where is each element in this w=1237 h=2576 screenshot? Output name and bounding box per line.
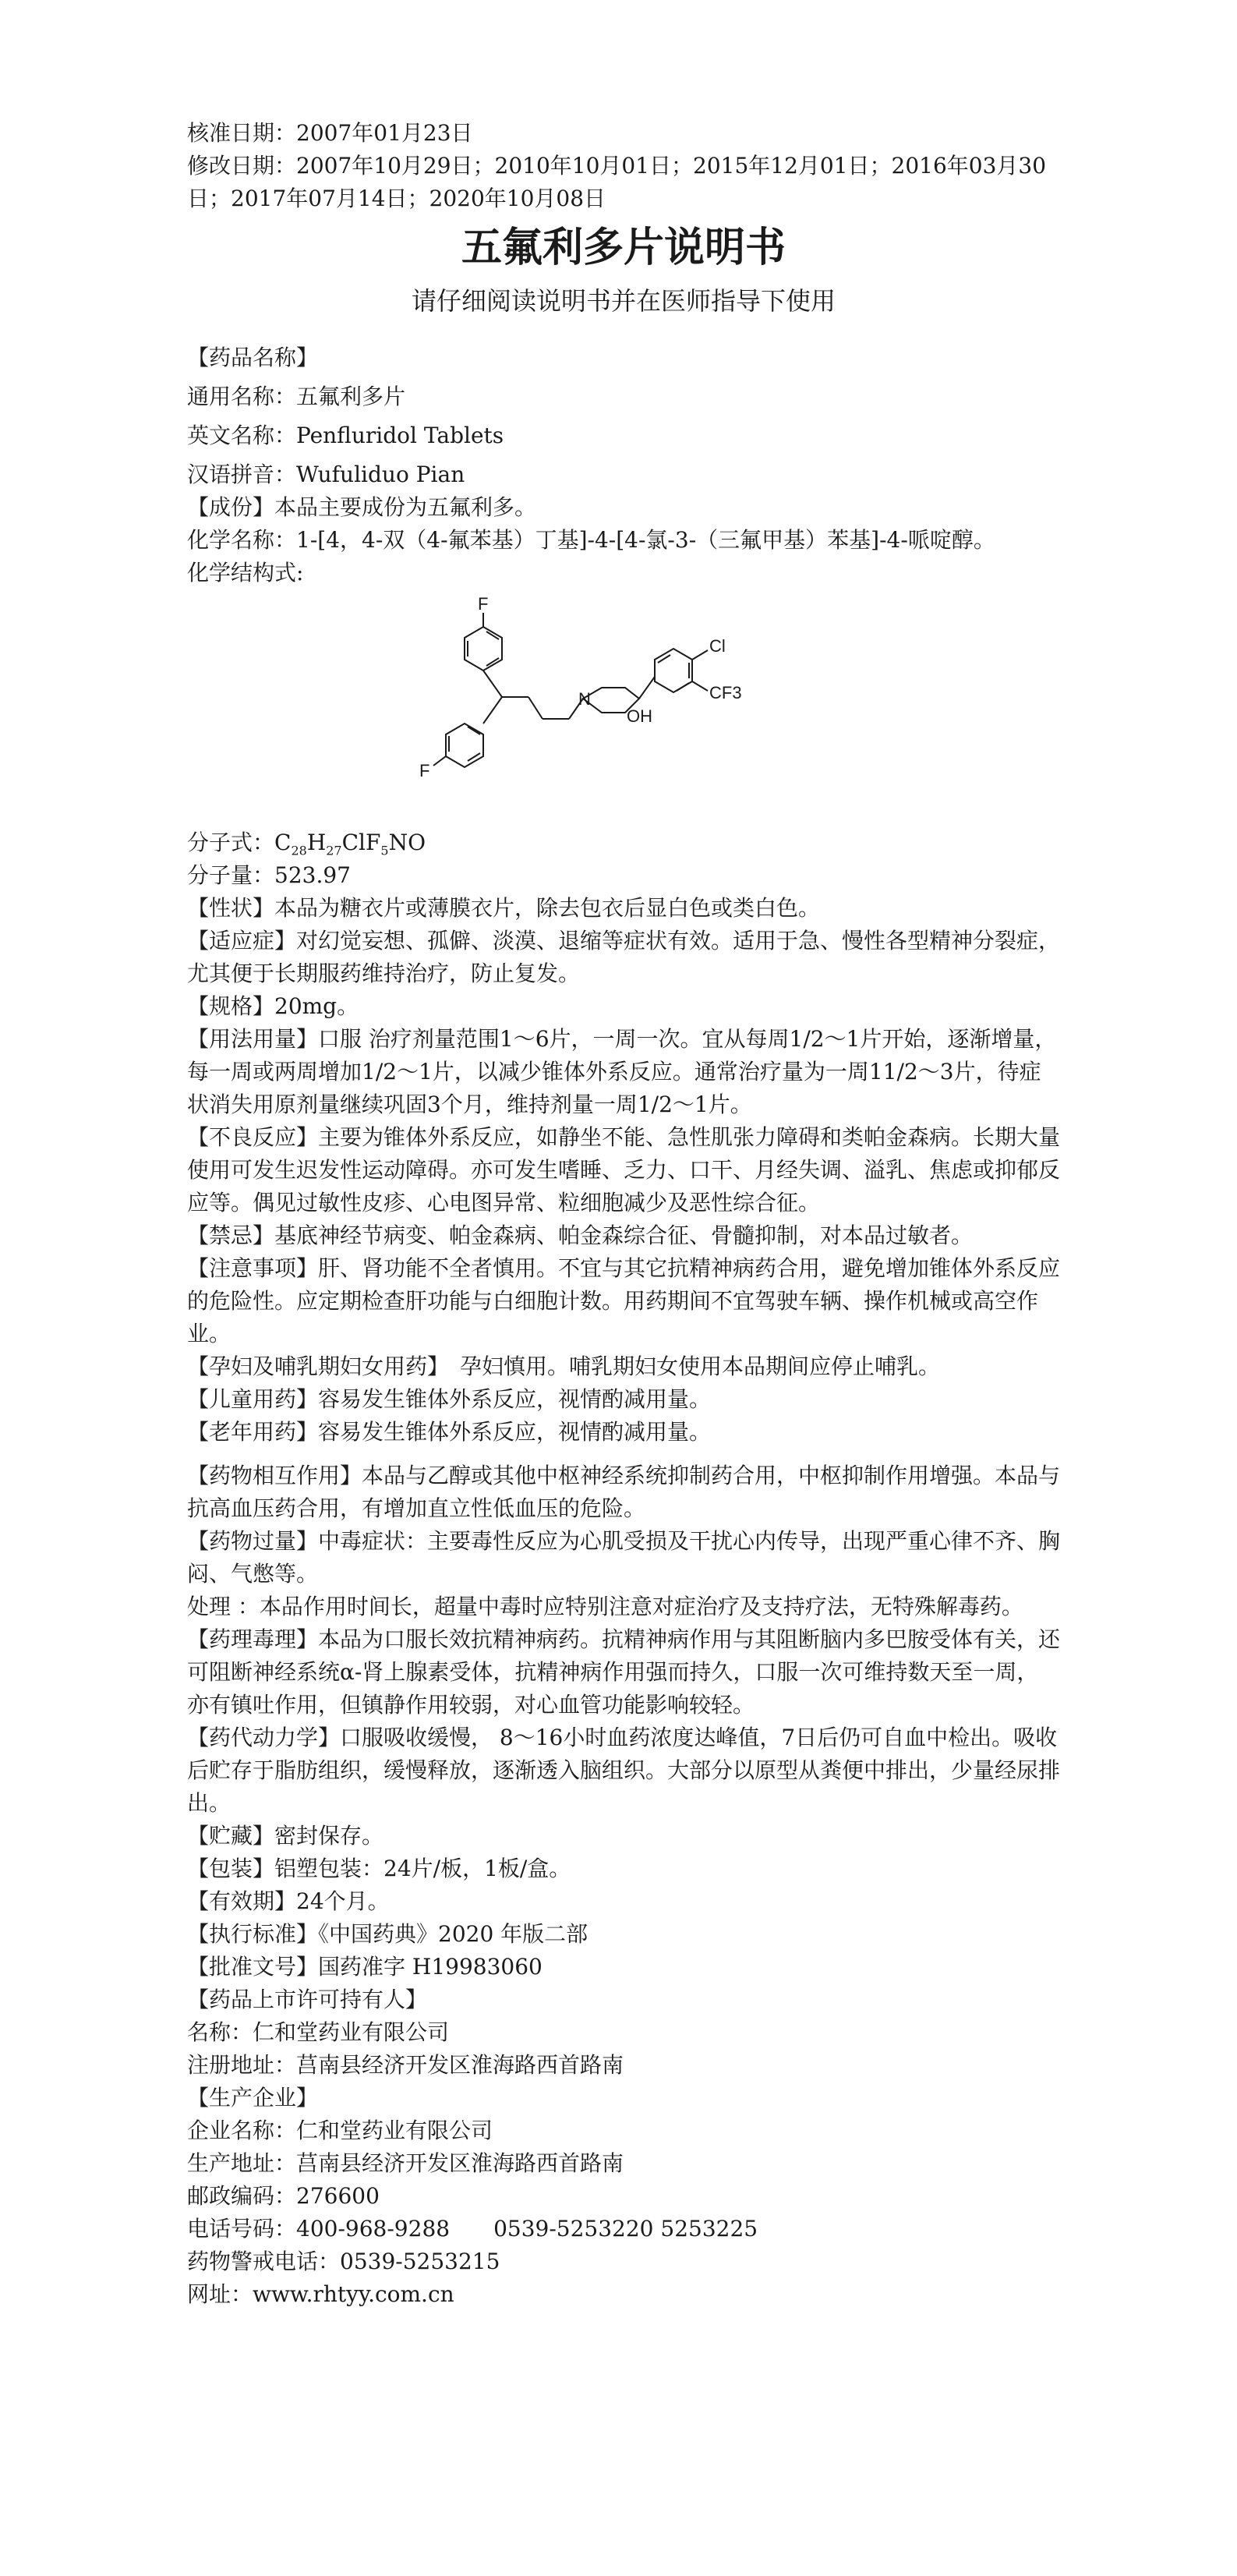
revision-dates: 修改日期：2007年10月29日；2010年10月01日；2015年12月01日；2016年03月30日；2017年07月14日；2020年10月08日 <box>187 153 1047 211</box>
document-subtitle: 请仔细阅读说明书并在医师指导下使用 <box>411 286 836 316</box>
mah-address: 注册地址：莒南县经济开发区淮海路西首路南 <box>187 2052 624 2078</box>
lower-f-bond <box>433 756 446 766</box>
drug-name-heading: 【药品名称】 <box>187 345 319 370</box>
chemical-structure-diagram <box>405 596 842 822</box>
pinyin-name: 汉语拼音：Wufuliduo Pian <box>187 462 465 487</box>
section-precautions: 【注意事项】肝、肾功能不全者慎用。不宜与其它抗精神病药合用，避免增加锥体外系反应的危险性。应定期检查肝功能与白细胞计数。用药期间不宜驾驶车辆、操作机械或高空作业。 <box>187 1255 1061 1346</box>
molecular-formula: 分子式：$C_{28}H_{27}ClF_5NO$ <box>187 830 426 858</box>
upper-benzene-ring <box>465 627 502 671</box>
section-interactions: 【药物相互作用】本品与乙醇或其他中枢神经系统抑制药合用，中枢抑制作用增强。本品与抗高血压药合用，有增加直立性低血压的危险。 <box>187 1463 1061 1521</box>
chloro-trifluoromethyl-phenyl-ring <box>655 649 692 692</box>
manufacturer-name: 企业名称：仁和堂药业有限公司 <box>187 2118 493 2143</box>
section-adverse-reactions: 【不良反应】主要为锥体外系反应，如静坐不能、急性肌张力障碍和类帕金森病。长期大量使用可发生迟发性运动障碍。亦可发生嗜睡、乏力、口干、月经失调、溢乳、焦虑或抑郁反应等。偶见过敏性皮疹、心电图异常、粒细胞减少及恶性综合征。 <box>187 1124 1061 1215</box>
generic-name: 通用名称：五氟利多片 <box>187 384 406 409</box>
section-dosage: 【用法用量】口服 治疗剂量范围1～6片，一周一次。宜从每周1/2～1片开始，逐渐增量，每一周或两周增加1/2～1片，以减少锥体外系反应。通常治疗量为一周11/2～3片，待症状消失用原剂量继续巩固3个月，维持剂量一周1/2～1片。 <box>187 1026 1057 1117</box>
website: 网址：www.rhtyy.com.cn <box>187 2281 454 2307</box>
approval-date: 核准日期：2007年01月23日 <box>187 120 473 146</box>
lower-benzene-ring <box>446 724 483 767</box>
structure-label: 化学结构式: <box>187 560 304 586</box>
ingredients: 【成份】本品主要成份为五氟利多。 <box>187 494 537 520</box>
section-storage: 【贮藏】密封保存。 <box>187 1823 384 1849</box>
molecular-weight: 分子量：523.97 <box>187 862 351 888</box>
section-pharmacokinetics: 【药代动力学】口服吸收缓慢， 8～16小时血药浓度达峰值，7日后仍可自血中检出。吸收后贮存于脂肪组织，缓慢释放，逐渐透入脑组织。大部分以原型从粪便中排出，少量经尿排出。 <box>187 1725 1061 1816</box>
cl-bond <box>692 650 708 660</box>
section-geriatric: 【老年用药】容易发生锥体外系反应，视情酌减用量。 <box>187 1419 712 1445</box>
mah-name: 名称：仁和堂药业有限公司 <box>187 2019 450 2045</box>
phone-numbers: 电话号码：400-968-9288 0539-5253220 5253225 <box>187 2216 758 2242</box>
section-package: 【包装】铝塑包装：24片/板，1板/盒。 <box>187 1856 571 1881</box>
atom-cl: Cl <box>709 636 726 656</box>
section-indications: 【适应症】对幻觉妄想、孤僻、淡漠、退缩等症状有效。适用于急、慢性各型精神分裂症，尤其便于长期服药维持治疗，防止复发。 <box>187 928 1061 986</box>
section-overdose-treatment: 处理 ：本品作用时间长，超量中毒时应特别注意对症治疗及支持疗法，无特殊解毒药。 <box>187 1594 1023 1619</box>
english-name-text: 英文名称：Penfluridol Tablets <box>187 423 504 448</box>
section-overdose: 【药物过量】中毒症状：主要毒性反应为心肌受损及干扰心内传导，出现严重心律不齐、胸闷、气憋等。 <box>187 1528 1061 1587</box>
package-insert <box>187 117 1060 2311</box>
section-approval-number: 【批准文号】国药准字 H19983060 <box>187 1954 543 1980</box>
section-standard: 【执行标准】《中国药典》2020 年版二部 <box>187 1921 588 1947</box>
section-contraindications: 【禁忌】基底神经节病变、帕金森病、帕金森综合征、骨髓抑制，对本品过敏者。 <box>187 1223 974 1248</box>
atom-cf3: CF3 <box>709 683 742 702</box>
mah-heading: 【药品上市许可持有人】 <box>187 1987 428 2012</box>
section-pediatric: 【儿童用药】容易发生锥体外系反应，视情酌减用量。 <box>187 1386 712 1412</box>
atom-f-top: F <box>478 596 489 614</box>
cf3-bond <box>692 681 708 691</box>
postcode: 邮政编码：276600 <box>187 2183 380 2209</box>
manufacturer-address: 生产地址：莒南县经济开发区淮海路西首路南 <box>187 2150 624 2176</box>
english-name <box>187 419 1060 452</box>
section-shelf-life: 【有效期】24个月。 <box>187 1888 390 1914</box>
section-strength: 【规格】20mg。 <box>187 993 359 1019</box>
chemical-name: 化学名称：1-[4，4-双（4-氟苯基）丁基]-4-[4-氯-3-（三氟甲基）苯基]-4-哌啶醇。 <box>187 527 995 553</box>
atom-f-bottom: F <box>419 761 430 780</box>
section-description: 【性状】本品为糖衣片或薄膜衣片，除去包衣后显白色或类白色。 <box>187 895 821 921</box>
section-pharmacology: 【药理毒理】本品为口服长效抗精神病药。抗精神病作用与其阻断脑内多巴胺受体有关，还可阻断神经系统α-肾上腺素受体，抗精神病作用强而持久，口服一次可维持数天至一周，亦有镇吐作用，但镇静作用较弱，对心血管功能影响较轻。 <box>187 1626 1061 1718</box>
atom-oh: OH <box>627 706 652 726</box>
section-pregnancy: 【孕妇及哺乳期妇女用药】 孕妇慎用。哺乳期妇女使用本品期间应停止哺乳。 <box>187 1353 941 1379</box>
document-title: 五氟利多片说明书 <box>461 225 786 271</box>
manufacturer-heading: 【生产企业】 <box>187 2085 319 2111</box>
pharmacovigilance-phone: 药物警戒电话：0539-5253215 <box>187 2249 500 2274</box>
atom-n: N <box>578 689 591 709</box>
